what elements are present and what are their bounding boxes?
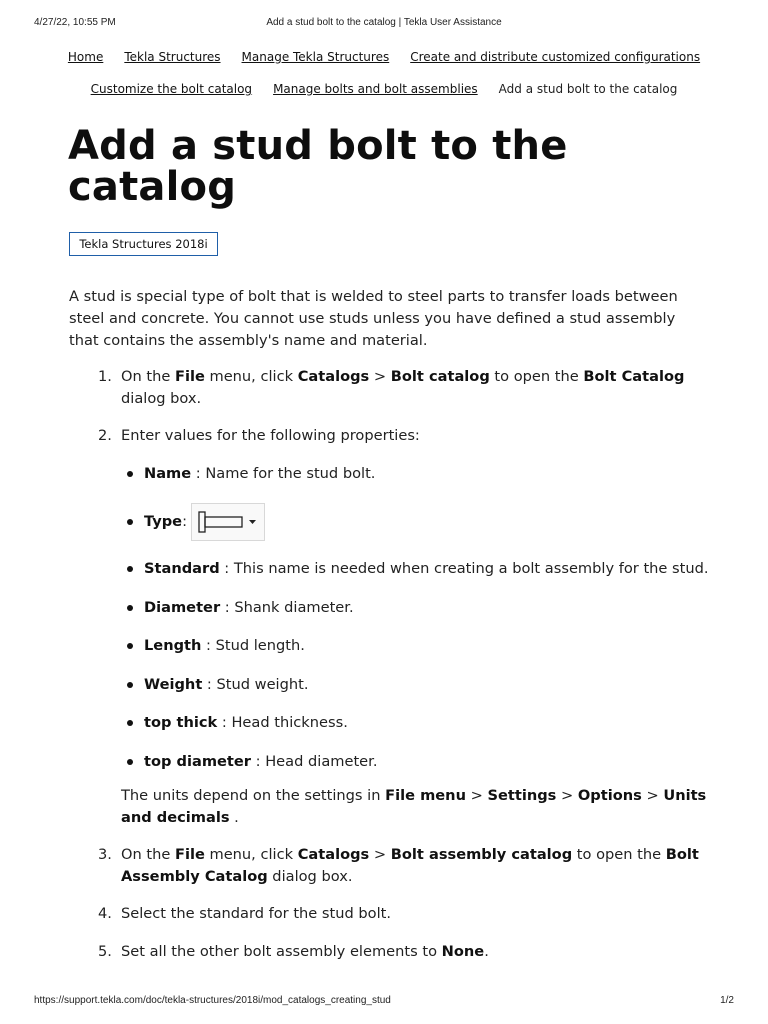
ui-term: File menu [385,786,466,804]
step-text: menu, click [204,845,298,863]
step-text: dialog box. [121,390,202,407]
note-text: The units depend on the settings in [121,786,386,804]
version-badge-label: Tekla Structures 2018i [79,237,208,251]
step-number: 1. [98,368,112,385]
print-footer [0,995,768,1009]
ui-term: Bolt Assembly Catalog [121,845,699,885]
print-page-number: 1/2 [720,995,734,1006]
version-badge[interactable] [69,232,218,256]
breadcrumb-link-customized-configurations[interactable]: Create and distribute customized configurations [410,50,701,64]
step-5 [69,941,709,963]
step-1 [69,366,709,410]
print-url: https://support.tekla.com/doc/tekla-structures/2018i/mod_catalogs_creating_stud [34,995,391,1006]
step-number: 5. [98,942,112,960]
property-length [121,635,709,657]
article-body [69,286,709,963]
breadcrumb-link-manage-tekla-structures[interactable]: Manage Tekla Structures [241,50,390,64]
property-desc: : Name for the stud bolt. [191,465,376,482]
step-2 [69,425,709,829]
step-text: On the [121,368,175,385]
ui-term: Bolt assembly catalog [390,845,573,863]
note-text: > [556,786,578,804]
property-weight [121,674,709,696]
property-top-diameter [121,751,709,773]
step-number: 3. [98,845,112,863]
property-desc: : Stud length. [201,637,305,654]
step-text: Enter values for the following properties: [121,427,420,444]
bullet [127,759,133,765]
property-name [121,463,709,485]
property-standard [121,558,709,580]
step-3 [69,844,709,888]
property-label: Diameter [144,598,221,616]
ui-term: File [174,845,205,863]
step-text: > [369,845,391,863]
note-text: > [465,786,488,804]
ui-term: File [174,368,205,385]
step-4 [69,903,709,925]
properties-list [121,463,709,773]
ui-term: Catalogs [297,368,370,385]
step-number: 2. [98,427,112,444]
ui-term: Options [577,786,642,804]
breadcrumb [0,50,768,64]
bullet [127,605,133,611]
dropdown-arrow-icon [248,519,257,525]
property-desc: : Stud weight. [202,675,309,693]
page-title: Add a stud bolt to the catalog [68,123,568,210]
ui-term: Bolt catalog [390,368,490,385]
bullet [127,519,133,525]
ui-term: None [441,942,485,960]
breadcrumb-row-2 [0,82,768,96]
step-text: Set all the other bolt assembly elements to [121,942,442,960]
bullet [127,720,133,726]
property-diameter [121,597,709,619]
ui-term: Catalogs [297,845,370,863]
breadcrumb-link-tekla-structures[interactable]: Tekla Structures [124,50,221,64]
breadcrumb-link-bolt-catalog[interactable]: Customize the bolt catalog [90,82,253,96]
property-top-thick [121,712,709,734]
note-text: > [641,786,664,804]
bullet [127,682,133,688]
property-desc: : This name is needed when creating a bolt assembly for the stud. [219,560,709,577]
property-desc: : Shank diameter. [220,598,354,616]
print-doc-title: Add a stud bolt to the catalog | Tekla User Assistance [266,17,502,28]
ui-term: Units and decimals [121,786,707,826]
property-desc: : [182,512,188,530]
property-label: Name [144,465,192,482]
ui-term: Settings [487,786,557,804]
step-number: 4. [98,904,112,922]
breadcrumb-link-home[interactable]: Home [67,50,104,64]
bullet [127,471,133,477]
property-desc: : Head thickness. [217,714,348,731]
property-label: Type [144,512,183,530]
bullet [127,643,133,649]
property-label: top thick [144,714,218,731]
step-text: dialog box. [267,867,353,885]
step-text: menu, click [204,368,298,385]
step-text: > [369,368,391,385]
steps-list [69,366,709,963]
ui-term: Bolt Catalog [583,368,685,385]
property-desc: : Head diameter. [251,752,378,770]
print-header [0,17,768,31]
print-date: 4/27/22, 10:55 PM [34,17,116,28]
intro-paragraph: A stud is special type of bolt that is welded to steel parts to transfer loads between steel and concrete. You cannot use studs unless you have defined a stud assembly that contains the assembly's name and material. [69,288,678,349]
step-text: On the [121,845,175,863]
property-label: Length [144,637,202,654]
step-text: to open the [489,368,584,385]
step-text: . [484,942,489,960]
breadcrumb-current: Add a stud bolt to the catalog [498,82,678,96]
type-dropdown [191,503,265,541]
step-text: Select the standard for the stud bolt. [121,904,391,922]
property-label: top diameter [144,752,252,770]
units-note [121,785,709,829]
property-label: Standard [144,560,220,577]
note-text: . [229,808,239,826]
breadcrumb-link-bolts-assemblies[interactable]: Manage bolts and bolt assemblies [273,82,478,96]
property-type [121,502,709,542]
stud-bolt-type-icon [198,511,244,533]
property-label: Weight [144,675,203,693]
step-text: to open the [572,845,666,863]
bullet [127,566,133,572]
